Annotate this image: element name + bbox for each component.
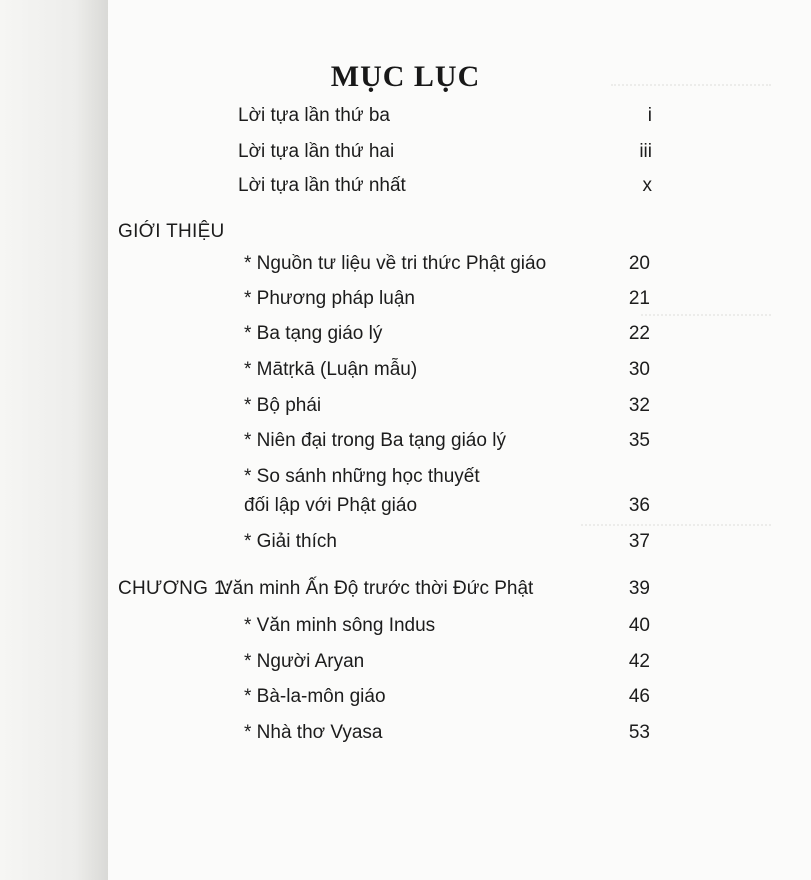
toc-entry-label-continued: đối lập với Phật giáo <box>244 495 418 516</box>
toc-entry-page: 21 <box>628 288 650 309</box>
toc-entry-page: 46 <box>628 686 650 707</box>
toc-entry-label: * Giải thích <box>244 531 337 552</box>
toc-entry-page: 53 <box>628 722 650 743</box>
toc-entry-page: i <box>647 105 652 126</box>
toc-entry-page: 30 <box>628 359 650 380</box>
toc-entry-label: * Bộ phái <box>244 395 322 416</box>
toc-entry-label: * So sánh những học thuyết <box>244 466 480 487</box>
toc-entry-label: * Ba tạng giáo lý <box>244 323 383 344</box>
toc-entry-label: Lời tựa lần thứ nhất <box>238 175 406 196</box>
toc-entry-page: x <box>642 175 652 196</box>
toc-entry-label: * Văn minh sông Indus <box>244 615 436 636</box>
book-gutter <box>0 0 108 880</box>
toc-entry-label: Lời tựa lần thứ hai <box>238 141 395 162</box>
toc-entry-page: 36 <box>628 495 650 516</box>
toc-entry-label: * Bà-la-môn giáo <box>244 686 386 707</box>
section-heading-intro: GIỚI THIỆU <box>118 221 225 242</box>
chapter-heading: CHƯƠNG 1: <box>118 578 231 599</box>
toc-entry-label: * Nguồn tư liệu về tri thức Phật giáo <box>244 253 547 274</box>
toc-entry-page: 35 <box>628 430 650 451</box>
page-title: MỤC LỤC <box>330 60 481 93</box>
toc-entry-label: Lời tựa lần thứ ba <box>238 105 390 126</box>
toc-entry-page: 37 <box>628 531 650 552</box>
toc-entry-label: * Mātṛkā (Luận mẫu) <box>244 359 418 380</box>
toc-entry-page: 42 <box>628 651 650 672</box>
toc-entry-page: 32 <box>628 395 650 416</box>
toc-entry-label: * Nhà thơ Vyasa <box>244 722 383 743</box>
toc-entry-page: iii <box>639 141 652 162</box>
toc-entry-label: * Niên đại trong Ba tạng giáo lý <box>244 430 506 451</box>
toc-entry-page: 22 <box>628 323 650 344</box>
toc-entry-page: 39 <box>628 578 650 599</box>
toc-entry-label: * Phương pháp luận <box>244 288 415 309</box>
chapter-title: Văn minh Ấn Độ trước thời Đức Phật <box>220 578 534 599</box>
toc-entry-label: * Người Aryan <box>244 651 365 672</box>
toc-entry-page: 20 <box>628 253 650 274</box>
toc-entry-page: 40 <box>628 615 650 636</box>
bleed-through <box>641 300 771 316</box>
